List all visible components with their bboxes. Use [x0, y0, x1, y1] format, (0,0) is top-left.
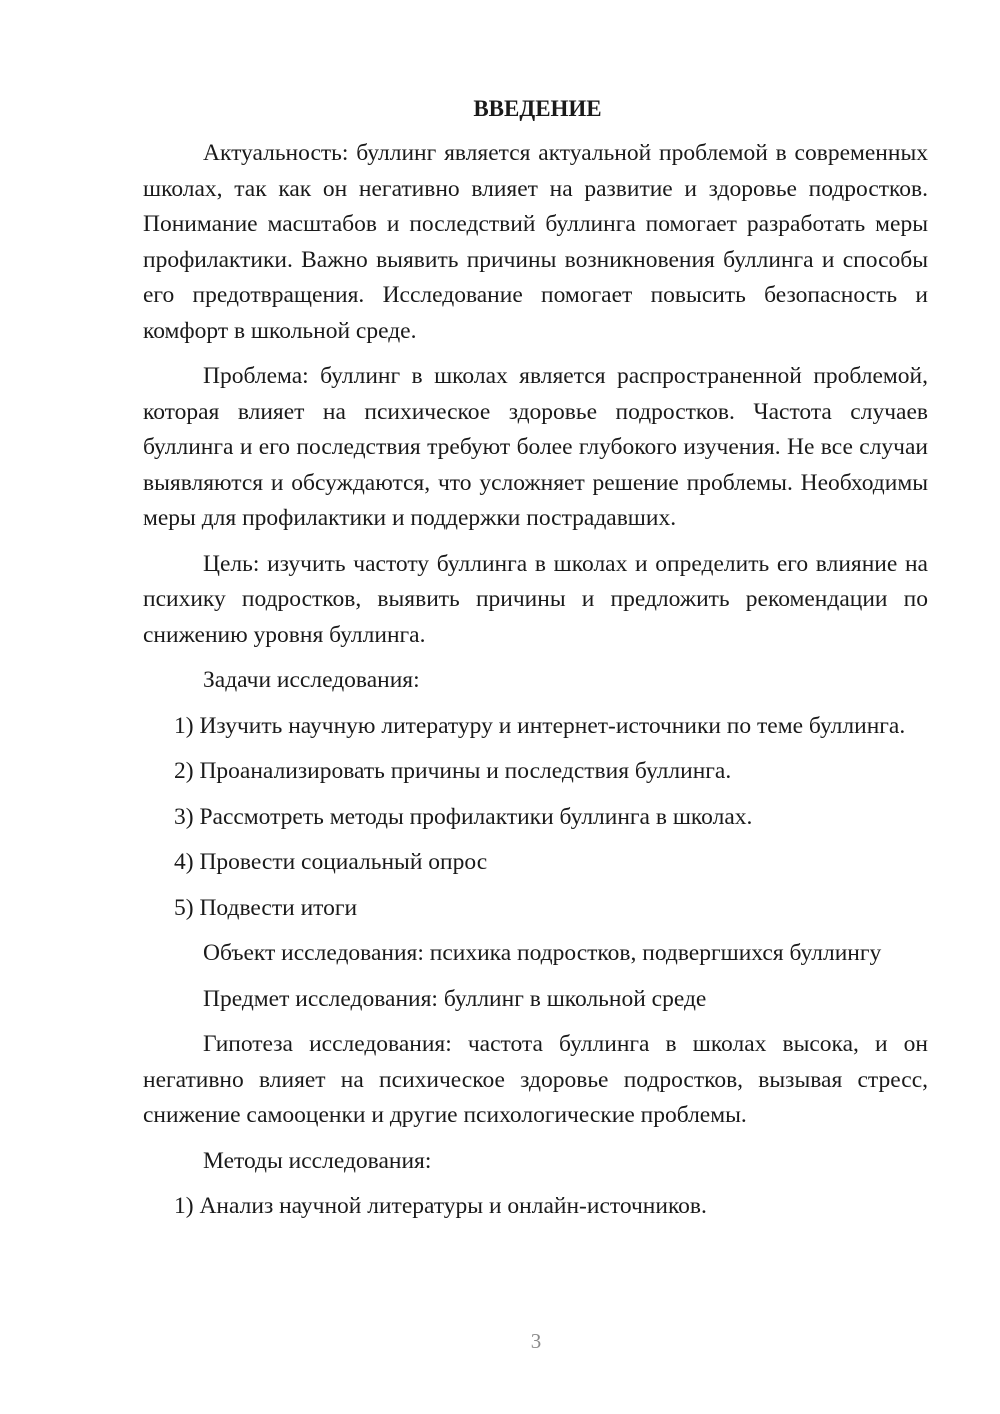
task-item-3: 3) Рассмотреть методы профилактики буллинга в школах.: [174, 803, 753, 830]
problem-paragraph: Проблема: буллинг в школах является распространенной проблемой, которая влияет на психическое здоровье подростков. Частота случаев буллинга и его последствия требуют более глубокого изучения. Не все случаи выявляются и обсуждаются, что усложняет решение проблемы. Необходимы меры для профилактики и поддержки пострадавших.: [143, 363, 928, 531]
page-number: 3: [530, 1329, 542, 1353]
goal-paragraph: Цель: изучить частоту буллинга в школах и определить его влияние на психику подростков, выявить причины и предложить рекомендации по снижению уровня буллинга.: [143, 550, 928, 648]
subject-paragraph: Предмет исследования: буллинг в школьной среде: [203, 985, 707, 1012]
task-item-5: 5) Подвести итоги: [174, 894, 358, 921]
methods-heading: Методы исследования:: [203, 1147, 432, 1174]
hypothesis-paragraph: Гипотеза исследования: частота буллинга в школах высока, и он негативно влияет на психическое здоровье подростков, вызывая стресс, снижение самооценки и другие психологические проблемы.: [143, 1031, 928, 1128]
task-item-4: 4) Провести социальный опрос: [174, 849, 488, 875]
object-paragraph: Объект исследования: психика подростков, подвергшихся буллингу: [203, 940, 882, 966]
task-item-1: 1) Изучить научную литературу и интернет-источники по теме буллинга.: [174, 712, 906, 739]
page-content: [143, 92, 928, 1235]
section-title: ВВЕДЕНИЕ: [473, 96, 602, 121]
task-item-2: 2) Проанализировать причины и последствия буллинга.: [174, 758, 732, 784]
method-item-1: 1) Анализ научной литературы и онлайн-источников.: [174, 1193, 707, 1219]
tasks-heading: Задачи исследования:: [203, 667, 420, 693]
relevance-paragraph: Актуальность: буллинг является актуальной проблемой в современных школах, так как он негативно влияет на развитие и здоровье подростков. Понимание масштабов и последствий буллинга помогает разработать меры профилактики. Важно выявить причины возникновения буллинга и способы его предотвращения. Исследование помогает повысить безопасность и комфорт в школьной среде.: [143, 140, 928, 344]
